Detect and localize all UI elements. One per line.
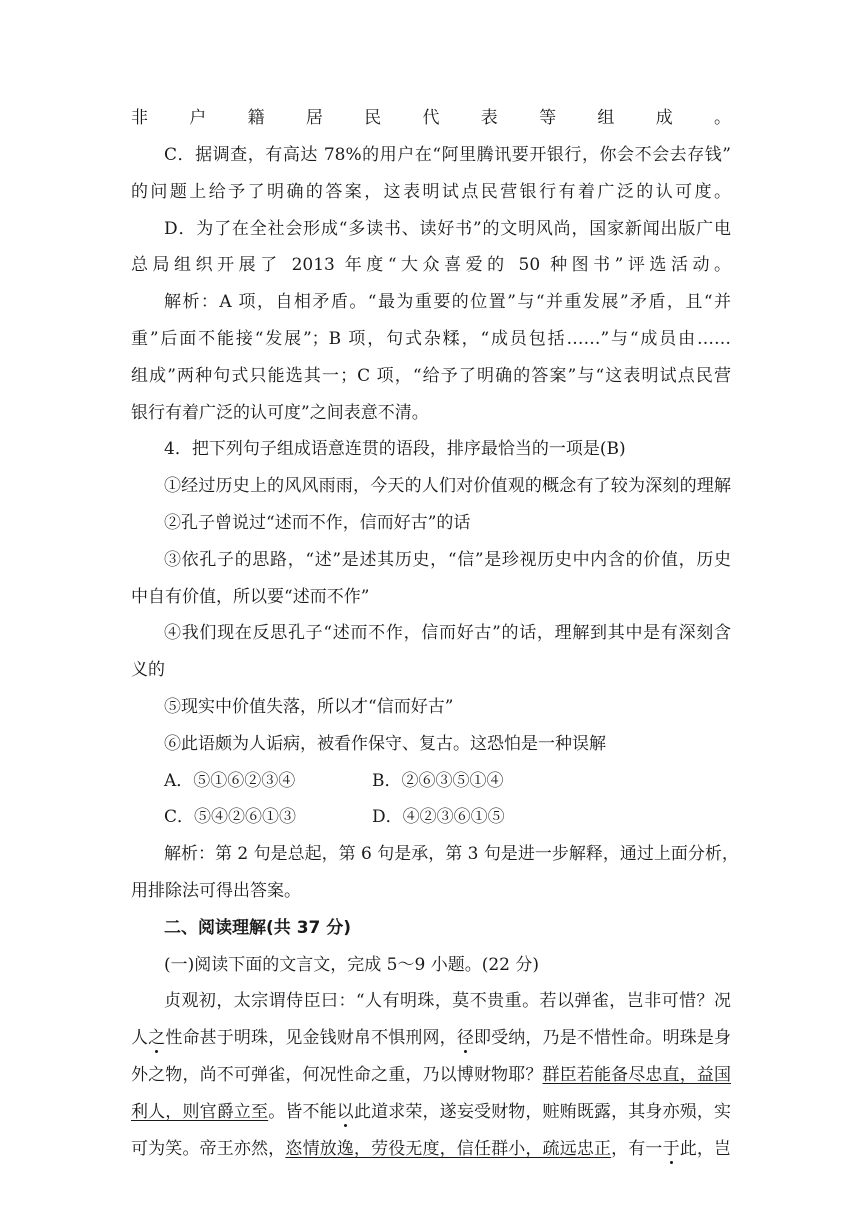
paragraph-line: 非户籍居民代表等组成。 — [131, 108, 731, 128]
sentence-4-cont: 义的 — [131, 660, 165, 680]
sentence-1: ①经过历史上的风风雨雨，今天的人们对价值观的概念有了较为深刻的理解 — [164, 476, 731, 496]
analysis-line: 银行有着广泛的认可度”之间表意不清。 — [131, 403, 429, 423]
sentence-2: ②孔子曾说过“述而不作，信而好古”的话 — [164, 513, 471, 533]
underlined-phrase: 恣情放逸，劳役无度，信任群小，疏远忠正 — [285, 1139, 612, 1159]
emphasis-dot-char: 之 — [148, 1028, 166, 1048]
analysis-line: 解析：A 项，自相矛盾。“最为重要的位置”与“并重发展”矛盾，且“并 — [164, 292, 731, 312]
underlined-phrase: 群臣若能备尽忠直，益国 — [542, 1065, 732, 1085]
analysis-line: 解析：第 2 句是总起，第 6 句是承，第 3 句是进一步解释，通过上面分析， — [164, 844, 739, 864]
choice-d: D．④②③⑥①⑤ — [372, 807, 505, 827]
passage-line: 利人，则官爵立至。皆不能以此道求荣，遂妄受财物，赃贿既露，其身亦殒，实 — [131, 1102, 732, 1122]
option-c-line: C．据调查，有高达 78%的用户在“阿里腾讯要开银行，你会不会去存钱” — [164, 145, 731, 165]
option-d-line: D．为了在全社会形成“多读书、读好书”的文明风尚，国家新闻出版广电 — [164, 219, 731, 239]
choice-b: B．②⑥③⑤①④ — [372, 771, 504, 791]
sentence-5: ⑤现实中价值失落，所以才“信而好古” — [164, 697, 454, 717]
sentence-3-cont: 中自有价值，所以要“述而不作” — [131, 587, 370, 607]
question-4-stem: 4．把下列句子组成语意连贯的语段，排序最恰当的一项是(B) — [164, 439, 626, 459]
passage-line: 人之性命甚于明珠，见金钱财帛不惧刑网，径即受纳，乃是不惜性命。明珠是身 — [131, 1028, 732, 1048]
subsection-instruction: (一)阅读下面的文言文，完成 5～9 小题。(22 分) — [164, 955, 540, 975]
sentence-4: ④我们现在反思孔子“述而不作，信而好古”的话，理解到其中是有深刻含 — [164, 623, 731, 643]
section-heading: 二、阅读理解(共 37 分) — [164, 918, 352, 938]
passage-line: 贞观初，太宗谓侍臣曰：“人有明珠，莫不贵重。若以弹雀，岂非可惜？况 — [164, 991, 731, 1011]
choice-c: C．⑤④②⑥①③ — [164, 807, 297, 827]
paragraph-line: 总局组织开展了 2013 年度“大众喜爱的 50 种图书”评选活动。 — [131, 255, 731, 275]
choice-a: A．⑤①⑥②③④ — [164, 771, 296, 791]
emphasis-dot-char: 径 — [456, 1028, 474, 1048]
emphasis-dot-char: 以 — [336, 1102, 354, 1122]
sentence-6: ⑥此语颇为人诟病，被看作保守、复古。这恐怕是一种误解 — [164, 734, 606, 754]
passage-line: 可为笑。帝王亦然，恣情放逸，劳役无度，信任群小，疏远忠正，有一于此，岂 — [131, 1139, 732, 1159]
emphasis-dot-char: 于 — [662, 1139, 680, 1159]
passage-line: 外之物，尚不可弹雀，何况性命之重，乃以博财物耶？群臣若能备尽忠直，益国 — [131, 1065, 732, 1085]
underlined-phrase: 利人，则官爵立至 — [131, 1102, 269, 1122]
analysis-line: 组成”两种句式只能选其一；C 项，“给予了明确的答案”与“这表明试点民营 — [131, 366, 731, 386]
sentence-3: ③依孔子的思路，“述”是述其历史，“信”是珍视历史中内含的价值，历史 — [164, 550, 731, 570]
paragraph-line: 的问题上给予了明确的答案，这表明试点民营银行有着广泛的认可度。 — [131, 182, 731, 202]
analysis-line: 重”后面不能接“发展”；B 项，句式杂糅，“成员包括……”与“成员由…… — [131, 329, 731, 349]
analysis-line: 用排除法可得出答案。 — [131, 881, 301, 901]
